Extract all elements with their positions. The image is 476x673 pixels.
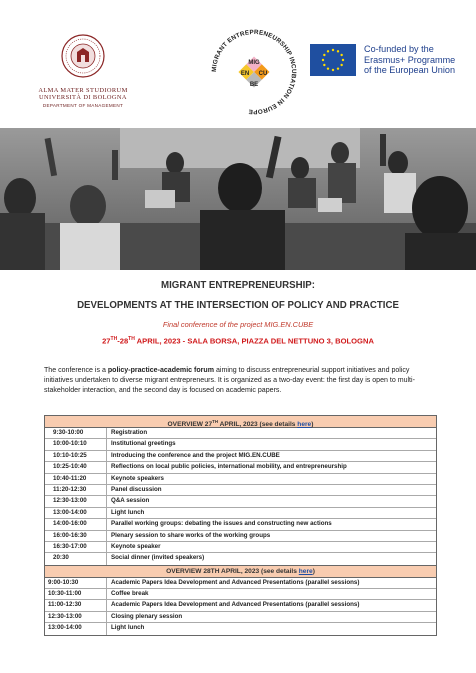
day2-schedule <box>45 578 436 635</box>
conference-photo-image <box>0 128 476 270</box>
schedule-activity: Q&A session <box>111 497 150 505</box>
day1-details-link[interactable]: here <box>297 421 312 429</box>
event-subtitle: Final conference of the project MIG.EN.CUBE <box>162 320 314 329</box>
schedule-time: 12:30-13:00 <box>45 496 107 506</box>
schedule-activity: Parallel working groups: debating the issues and constructing new actions <box>111 520 332 528</box>
project-logo <box>204 22 304 122</box>
eu-text-line2: Erasmus+ Programme <box>364 54 456 65</box>
day1-overview-header: OVERVIEW 27TH APRIL, 2023 (see details here) <box>45 416 436 428</box>
schedule-row <box>45 485 436 496</box>
schedule-time: 12:30-13:00 <box>45 612 107 622</box>
date-suffix1: TH <box>110 336 118 342</box>
university-name-line2: UNIVERSITÀ DI BOLOGNA <box>39 94 127 102</box>
event-title-line2: DEVELOPMENTS AT THE INTERSECTION OF POLICY AND PRACTICE <box>77 300 399 311</box>
header-logos <box>0 0 476 128</box>
schedule-activity: Closing plenary session <box>111 612 183 620</box>
schedule-activity: Plenary session to share works of the working groups <box>111 531 271 539</box>
event-description <box>44 366 436 396</box>
schedule-row <box>45 553 436 564</box>
schedule-activity: Keynote speakers <box>111 474 164 482</box>
schedule-time: 16:30-17:00 <box>45 542 107 552</box>
university-name-line1: ALMA MATER STUDIORUM <box>38 87 128 94</box>
eu-text-line3: of the European Union <box>364 65 456 76</box>
description-bold: policy-practice-academic forum <box>107 367 214 374</box>
schedule-row <box>45 542 436 553</box>
project-logo-ring-text: MIGRANT ENTREPRENEURSHIP INCUBATION IN EUROPE <box>210 28 298 116</box>
schedule-time: 13:00-14:00 <box>45 623 107 634</box>
schedule-row <box>45 531 436 542</box>
schedule-time: 14:00-16:00 <box>45 519 107 529</box>
schedule-row <box>45 519 436 530</box>
project-logo-cell-3: CU <box>258 71 268 77</box>
date-venue: APRIL, 2023 - SALA BORSA, PIAZZA DEL NETTUNO 3, BOLOGNA <box>134 336 374 346</box>
university-logo <box>24 34 142 108</box>
schedule-activity: Light lunch <box>111 508 145 516</box>
schedule-row <box>45 589 436 600</box>
description-post: aiming to discuss entrepreneurial support initiatives and policy initiatives undertaken to diverse migrant entrepreneurs. It is organized as a two-day event: the first day is open to multi-stakeholder interaction, and the second day is focused on academic papers. <box>44 367 415 394</box>
schedule-activity: Reflections on local public policies, international mobility, and entrepreneurship <box>111 463 347 471</box>
schedule-row <box>45 496 436 507</box>
schedule-activity: Institutional greetings <box>111 440 176 448</box>
schedule-time: 10:40-11:20 <box>45 474 107 484</box>
schedule-time: 20:30 <box>45 553 107 564</box>
schedule-time: 11:20-12:30 <box>45 485 107 495</box>
schedule-time: 9:30-10:00 <box>45 428 107 438</box>
schedule-time: 10:30-11:00 <box>45 589 107 599</box>
schedule-row <box>45 578 436 589</box>
schedule-activity: Coffee break <box>111 590 149 598</box>
event-title-line1: MIGRANT ENTREPRENEURSHIP: <box>161 280 315 291</box>
event-date-venue <box>0 336 476 346</box>
schedule-activity: Light lunch <box>111 624 145 632</box>
schedule-time: 9:00-10:30 <box>45 578 107 588</box>
date-day1: 27 <box>102 336 111 346</box>
day2-overview-header: OVERVIEW 28TH APRIL, 2023 (see details here) <box>45 566 436 578</box>
schedule-activity: Academic Papers Idea Development and Advanced Presentations (parallel sessions) <box>111 578 360 586</box>
eu-flag-icon <box>310 44 356 76</box>
schedule-time: 10:25-10:40 <box>45 462 107 472</box>
schedule-activity: Panel discussion <box>111 485 162 493</box>
schedule-time: 10:10-10:25 <box>45 451 107 461</box>
university-seal-icon <box>61 34 105 78</box>
date-suffix2: TH <box>128 336 135 342</box>
schedule-row <box>45 462 436 473</box>
schedule-activity: Social dinner (invited speakers) <box>111 554 205 562</box>
description-pre: The conference is a <box>44 367 108 374</box>
schedule-activity: Introducing the conference and the project MIG.EN.CUBE <box>111 451 280 459</box>
date-day2: -28 <box>117 336 129 346</box>
schedule-row <box>45 428 436 439</box>
schedule-row <box>45 508 436 519</box>
schedule-time: 11:00-12:30 <box>45 600 107 610</box>
schedule-activity: Keynote speaker <box>111 542 161 550</box>
schedule-time: 16:00-16:30 <box>45 531 107 541</box>
schedule-row <box>45 451 436 462</box>
migencube-logo-icon <box>204 22 304 122</box>
project-logo-cell-4: BE <box>249 82 259 88</box>
day1-schedule <box>45 428 436 566</box>
university-department: DEPARTMENT OF MANAGEMENT <box>42 103 124 109</box>
schedule-activity: Registration <box>111 429 148 436</box>
schedule-row <box>45 623 436 634</box>
schedule-row <box>45 474 436 485</box>
eu-cofunded-logo <box>310 44 460 78</box>
schedule-row <box>45 439 436 450</box>
eu-text-line1: Co-funded by the <box>364 44 434 54</box>
hero-photo <box>0 128 476 270</box>
project-logo-cell-2: EN <box>240 71 250 77</box>
schedule-row <box>45 612 436 623</box>
day2-details-link[interactable]: here <box>298 567 313 575</box>
schedule-activity: Academic Papers Idea Development and Advanced Presentations (parallel sessions) <box>111 601 360 609</box>
schedule-row <box>45 600 436 611</box>
schedule-time: 10:00-10:10 <box>45 439 107 449</box>
project-logo-cell-1: MIG <box>248 60 260 66</box>
schedule-table <box>44 415 437 636</box>
schedule-time: 13:00-14:00 <box>45 508 107 518</box>
